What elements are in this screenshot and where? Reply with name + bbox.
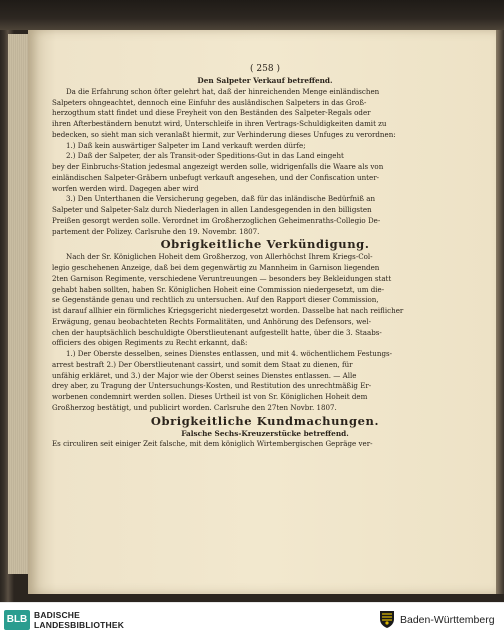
text-line: se Gegenstände genau und rechtlich zu untersuchen. Auf den Rapport dieser Commission,	[52, 295, 379, 305]
text-line: bedecken, so sieht man sich veranlaßt hiermit, zur Verhinderung dieses Unfuges zu verordnen:	[52, 129, 396, 139]
text-line: ist darauf allhier ein förmliches Kriegsgericht niedergesetzt worden. Dasselbe hat nach reiflicher	[52, 306, 404, 315]
text-line: Salpeter und Salpeter-Salz durch Niederlagen in allen Landesgegenden in den billigsten	[52, 205, 372, 214]
state-name[interactable]: Baden-Württemberg	[400, 614, 495, 626]
text-line: einländischen Salpeter-Gräbern unbefugt verkauft angesehen, und der Confiscation unter-	[52, 172, 379, 182]
text-line: herzogthum statt findet und diese Freyheit von den Beständen des Salpeter-Regals oder	[52, 108, 371, 118]
text-line: unfähig erkläret, und 3.) der Major wie der Oberst seines Dienstes entlassen. — Alle	[52, 370, 357, 380]
page-edges-left	[8, 34, 30, 574]
text-line: bey der Einbruchs-Station jedesmal angezeigt werden solle, widrigenfalls die Waare als von	[52, 162, 384, 171]
text-line: officiers des obigen Regiments zu Recht erkannt, daß:	[52, 338, 248, 348]
text-line: arrest bestraft 2.) Der Oberstlieutenant cassirt, und somit dem Staat zu dienen, für	[52, 359, 353, 369]
page-text	[52, 62, 478, 450]
text-line: 2.) Daß der Salpeter, der als Transit-oder Speditions-Gut in das Land eingeht	[66, 151, 344, 161]
page-number: ( 258 )	[250, 64, 280, 74]
footer-bar	[0, 602, 504, 635]
heading-kundmachungen: Obrigkeitliche Kundmachungen.	[150, 413, 380, 428]
text-line: ihren Afterbeständern benutzt wird, Unterschleife in ihren Vertrags-Schuldigkeiten damit zu	[52, 119, 387, 128]
text-line: Nach der Sr. Königlichen Hoheit dem Großherzog, von Allerhöchst Ihrem Kriegs-Col-	[66, 252, 373, 262]
text-line: drey aber, zu Tragung der Untersuchungs-Kosten, und Restitution des unrechtmäßig Er-	[52, 381, 372, 391]
scan-top-shadow	[0, 0, 504, 30]
text-line: worbenen condemnirt werden sollen. Dieses Urtheil ist von Sr. Königlichen Hoheit dem	[52, 392, 368, 401]
page-edge-right	[496, 30, 504, 594]
text-line: gehabt haben sollten, haben Sr. Königlichen Hoheit eine Commission niedergesetzt, um die-	[52, 284, 385, 294]
text-line: Da die Erfahrung schon öfter gelehrt hat, daß der hinreichenden Menge einländischen	[66, 86, 380, 96]
text-line: chen der hauptsächlich beschuldigte Oberstlieutenant aufgestellt hatte, über die 3. Staabs-	[52, 327, 382, 337]
text-line: 2ten Garnison Regimente, verschiedene Veruntreuungen — besonders bey Bekleidungen statt	[52, 273, 392, 283]
text-line: 1.) Der Oberste desselben, seines Dienstes entlassen, und mit 4. wöchentlichem Festungs-	[66, 349, 393, 358]
paragraph-salpeter	[52, 87, 478, 238]
subheading-sechskreuzer: Falsche Sechs-Kreuzerstücke betreffend.	[181, 428, 349, 438]
text-line: 1.) Daß kein auswärtiger Salpeter im Land verkauft werden dürfe;	[66, 140, 306, 150]
paragraph-verkuendigung	[52, 252, 478, 413]
heading-verkuendigung: Obrigkeitliche Verkündigung.	[160, 237, 370, 252]
bw-coat-of-arms-icon[interactable]	[378, 609, 396, 629]
library-name[interactable]	[34, 610, 124, 630]
text-line: Es circuliren seit einiger Zeit falsche, mit dem königlich Wirtembergischen Gepräge ver-	[52, 439, 373, 449]
paragraph-sechskreuzer	[52, 439, 478, 450]
section-title: Den Salpeter Verkauf betreffend.	[197, 76, 333, 85]
library-name-line1: BADISCHE	[34, 610, 80, 620]
text-line: worfen werden wird. Dagegen aber wird	[52, 183, 199, 193]
text-line: 3.) Den Unterthanen die Versicherung gegeben, daß für das inländische Bedürfniß an	[66, 194, 376, 204]
text-line: Salpeters ohngeachtet, dennoch eine Einfuhr des ausländischen Salpeters in das Groß-	[52, 97, 367, 107]
blb-logo-icon[interactable]: BLB	[4, 610, 30, 630]
text-line: Erwägung, genau beobachteten Rechts Formalitäten, und Anhörung des Defensors, wel-	[52, 316, 372, 326]
library-name-line2: LANDESBIBLIOTHEK	[34, 620, 125, 630]
text-line: Großherzog bestätigt, und publicirt worden. Carlsruhe den 27ten Novbr. 1807.	[52, 402, 337, 412]
text-line: Preißen gesorgt werden solle. Verordnet im Großherzoglichen Geheimenraths-Collegio De-	[52, 215, 381, 225]
text-line: partement der Polizey. Carlsruhe den 19. Novembr. 1807.	[52, 226, 260, 236]
text-line: legio geschehenen Anzeige, daß bei dem gegenwärtig zu Mannheim in Garnison liegenden	[52, 263, 380, 272]
